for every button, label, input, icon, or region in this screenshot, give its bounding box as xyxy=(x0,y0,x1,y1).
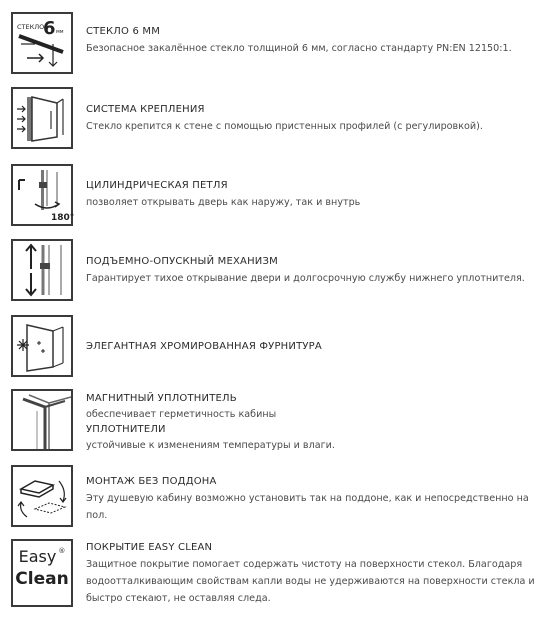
lift-mechanism-icon xyxy=(11,239,73,301)
feature-subtitle: УПЛОТНИТЕЛИ xyxy=(86,424,166,435)
registered-mark: ® xyxy=(58,547,66,555)
feature-description: обеспечивает герметичность кабины xyxy=(86,409,277,420)
chrome-fittings-icon xyxy=(11,315,73,377)
glass-icon-value: 6 xyxy=(43,18,56,39)
feature-title: ПОКРЫТИЕ EASY CLEAN xyxy=(86,542,213,553)
easy-clean-logo xyxy=(11,539,73,607)
feature-title: МАГНИТНЫЙ УПЛОТНИТЕЛЬ xyxy=(86,393,237,404)
feature-description: Эту душевую кабину возможно установить так на поддоне, как и непосредственно на пол. xyxy=(86,493,529,521)
feature-title: СИСТЕМА КРЕПЛЕНИЯ xyxy=(86,104,205,115)
feature-title: ЭЛЕГАНТНАЯ ХРОМИРОВАННАЯ ФУРНИТУРА xyxy=(86,341,322,352)
glass-icon-unit: мм xyxy=(56,29,64,35)
wall-mounting-icon xyxy=(11,87,73,149)
feature-description: Защитное покрытие помогает содержать чистоту на поверхности стекол. Благодаря водоотталкивающим свойствам капли воды не удерживаются на поверхности стекла и быстро стекают, не оставляя следа. xyxy=(86,559,535,604)
hinge-rotation-icon xyxy=(11,164,73,226)
magnetic-seal-icon xyxy=(11,389,73,451)
easy-clean-logo-line2: Clean xyxy=(15,569,69,589)
easy-clean-logo-line1: Easy ® xyxy=(18,547,66,566)
glass-thickness-icon xyxy=(11,12,73,74)
feature-description: позволяет открывать дверь как наружу, так и внутрь xyxy=(86,197,361,208)
no-tray-install-icon xyxy=(11,465,73,527)
feature-title: ЦИЛИНДРИЧЕСКАЯ ПЕТЛЯ xyxy=(86,180,228,191)
glass-icon-label: СТЕКЛО xyxy=(17,23,45,31)
feature-title: МОНТАЖ БЕЗ ПОДДОНА xyxy=(86,476,217,487)
hinge-angle-label: 180° xyxy=(51,213,75,223)
feature-description: Стекло крепится к стене с помощью пристенных профилей (с регулировкой). xyxy=(86,121,483,132)
feature-title: ПОДЪЕМНО-ОПУСКНЫЙ МЕХАНИЗМ xyxy=(86,256,278,267)
feature-description: Безопасное закалённое стекло толщиной 6 мм, согласно стандарту PN:EN 12150:1. xyxy=(86,43,512,54)
feature-description: Гарантирует тихое открывание двери и долгосрочную службу нижнего уплотнителя. xyxy=(86,273,525,284)
feature-title: СТЕКЛО 6 ММ xyxy=(86,26,161,37)
feature-subdescription: устойчивые к изменениям температуры и влаги. xyxy=(86,440,335,451)
